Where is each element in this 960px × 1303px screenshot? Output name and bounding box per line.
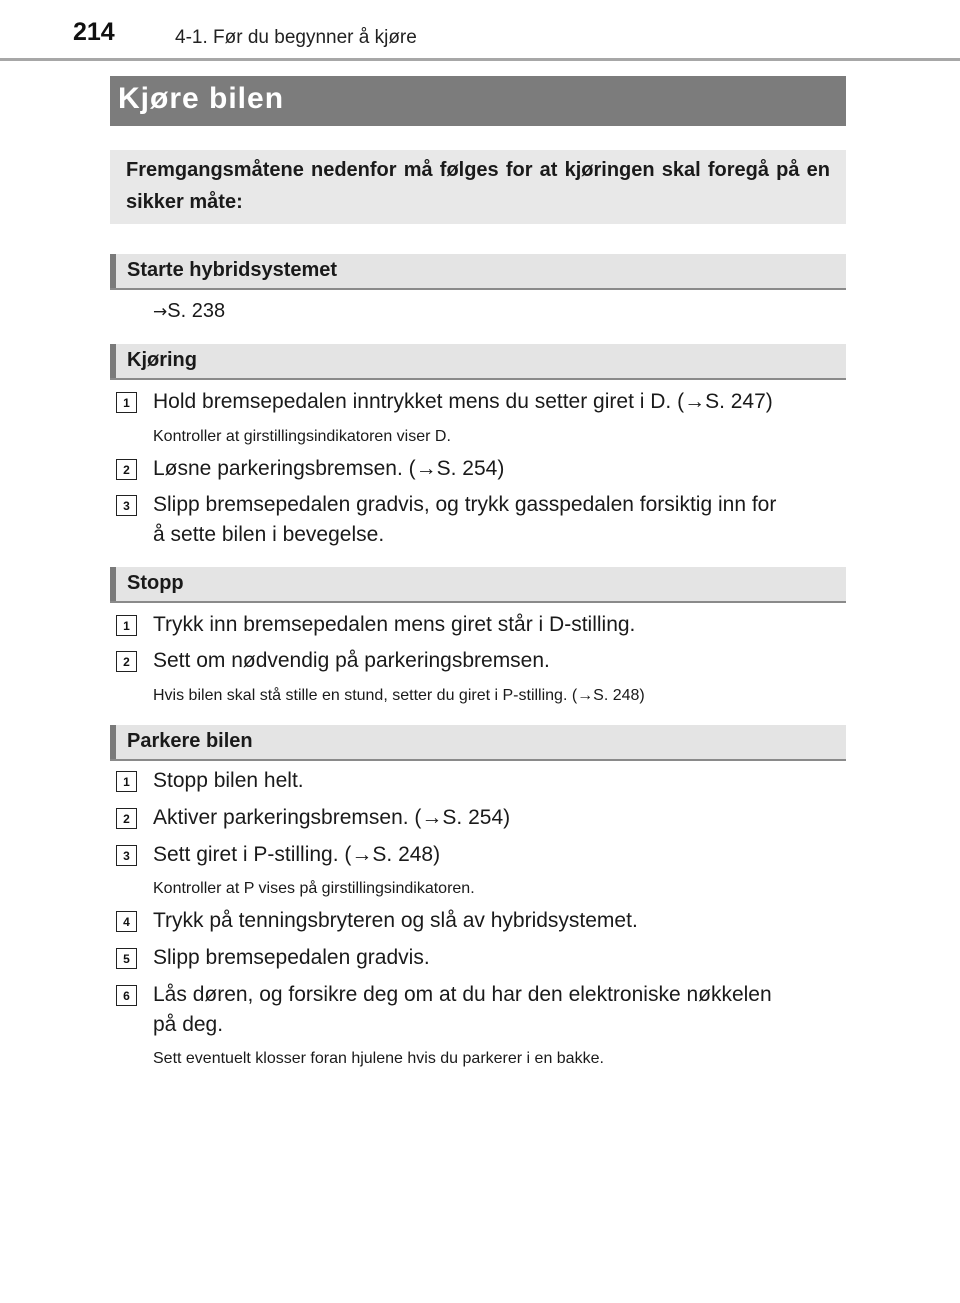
stop-step-1: Trykk inn bremsepedalen mens giret står i D-stilling.: [153, 613, 636, 636]
driving-step-3-line-2: å sette bilen i bevegelse.: [153, 523, 385, 546]
page-title: Kjøre bilen: [118, 82, 285, 115]
step-number: 1: [116, 771, 137, 792]
intro-text: Fremgangsmåtene nedenfor må følges for at kjøringen skal foregå på en sikker måte:: [126, 159, 830, 213]
parking-step-6-note: Sett eventuelt klosser foran hjulene hvis du parkerer i en bakke.: [153, 1050, 604, 1067]
stop-step-2: Sett om nødvendig på parkeringsbremsen.: [153, 649, 550, 672]
driving-step-2: Løsne parkeringsbremsen. (→S. 254): [153, 457, 505, 480]
section-marker: [110, 567, 116, 601]
page-title-bar: [110, 76, 846, 126]
intro-box: [110, 150, 846, 224]
section-marker: [110, 725, 116, 759]
section-heading: Starte hybridsystemet: [127, 259, 338, 281]
step-number: 2: [116, 459, 137, 480]
parking-step-6-line-2: på deg.: [153, 1013, 224, 1036]
driving-step-3: [153, 490, 846, 550]
parking-step-6: [153, 980, 846, 1040]
section-heading: Kjøring: [127, 349, 197, 371]
section-stop: [110, 567, 846, 603]
driving-step-3-line-1: Slipp bremsepedalen gradvis, og trykk gasspedalen forsiktig inn for: [153, 493, 777, 516]
stop-step-2-note: Hvis bilen skal stå stille en stund, setter du giret i P-stilling. (→S. 248): [153, 687, 645, 704]
parking-step-6-line-1: Lås døren, og forsikre deg om at du har den elektroniske nøkkelen: [153, 983, 772, 1006]
section-heading: Parkere bilen: [127, 730, 253, 752]
driving-step-1: Hold bremsepedalen inntrykket mens du setter giret i D. (→S. 247): [153, 390, 773, 413]
step-number: 3: [116, 495, 137, 516]
step-number: 2: [116, 651, 137, 672]
parking-step-4: Trykk på tenningsbryteren og slå av hybridsystemet.: [153, 909, 638, 932]
parking-step-2: Aktiver parkeringsbremsen. (→S. 254): [153, 806, 511, 829]
step-number: 5: [116, 948, 137, 969]
parking-step-3-note: Kontroller at P vises på girstillingsindikatoren.: [153, 880, 475, 897]
section-heading: Stopp: [127, 572, 184, 594]
start-reference: [153, 300, 225, 323]
step-number: 6: [116, 985, 137, 1006]
step-number: 4: [116, 911, 137, 932]
section-start-hybrid: [110, 254, 846, 290]
step-number: 2: [116, 808, 137, 829]
section-marker: [110, 344, 116, 378]
parking-step-1: Stopp bilen helt.: [153, 769, 304, 792]
parking-step-5: Slipp bremsepedalen gradvis.: [153, 946, 430, 969]
parking-step-3: Sett giret i P-stilling. (→S. 248): [153, 843, 441, 866]
driving-step-1-note: Kontroller at girstillingsindikatoren viser D.: [153, 428, 451, 445]
step-number: 1: [116, 392, 137, 413]
step-number: 1: [116, 615, 137, 636]
chapter-title: 4-1. Før du begynner å kjøre: [175, 27, 417, 48]
section-parking: [110, 725, 846, 761]
arrow-right-icon: →: [153, 302, 168, 322]
header-divider: [0, 58, 960, 61]
start-reference-link[interactable]: S. 238: [167, 300, 226, 322]
page-number: 214: [73, 18, 115, 46]
page-header: [0, 0, 960, 62]
step-number: 3: [116, 845, 137, 866]
section-marker: [110, 254, 116, 288]
section-driving: [110, 344, 846, 380]
